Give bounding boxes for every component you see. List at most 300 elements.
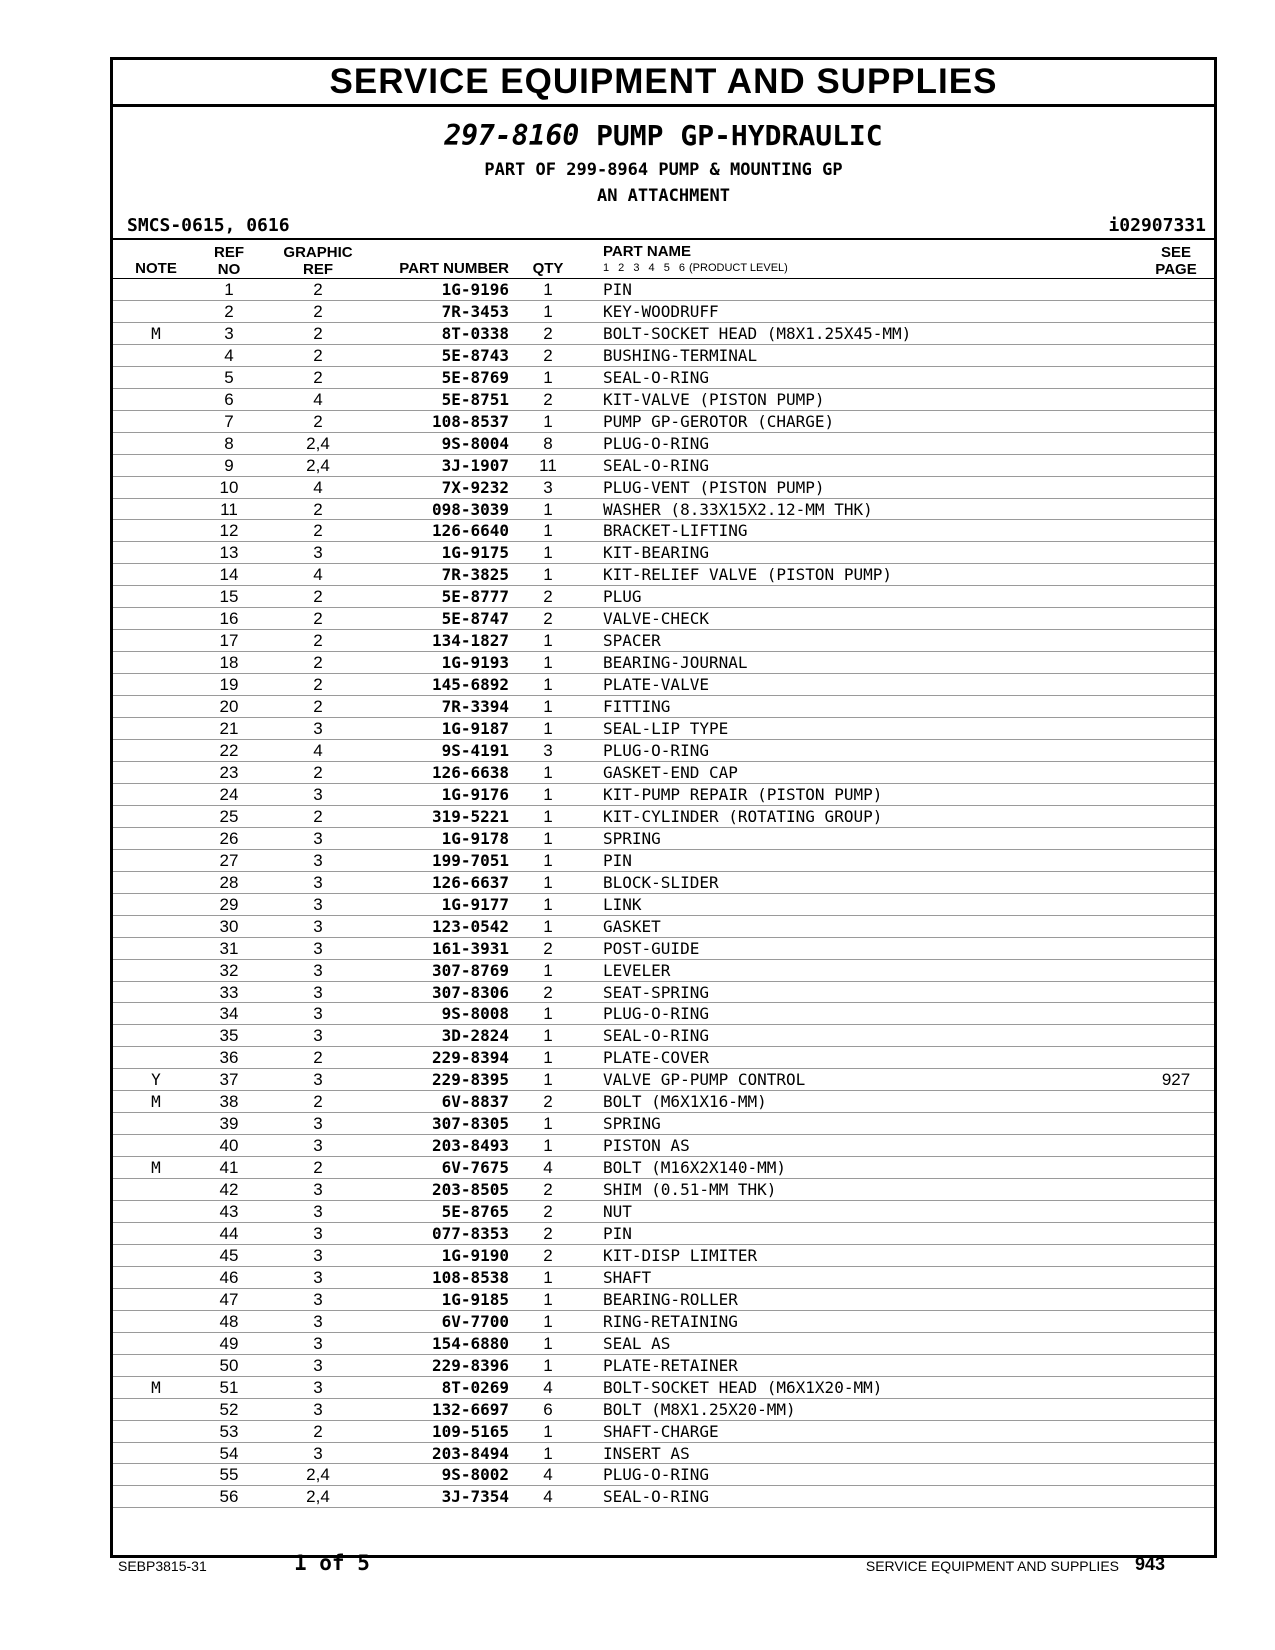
table-row [113, 477, 1214, 499]
row-graphic-ref: 3 [313, 1399, 323, 1419]
row-part-name: SEAT-SPRING [603, 982, 709, 1002]
row-qty: 1 [543, 499, 553, 519]
table-row [113, 1025, 1214, 1047]
row-part-name: KIT-RELIEF VALVE (PISTON PUMP) [603, 565, 892, 585]
row-ref-no: 29 [219, 894, 239, 914]
row-qty: 1 [543, 894, 553, 914]
row-ref-no: 42 [219, 1180, 239, 1200]
group-part-number: 297-8160 [444, 119, 580, 152]
row-graphic-ref: 3 [313, 1377, 323, 1397]
row-part-number: 7R-3453 [441, 301, 509, 321]
row-ref-no: 27 [219, 850, 239, 870]
row-qty: 4 [543, 1377, 553, 1397]
row-ref-no: 23 [219, 762, 239, 782]
row-graphic-ref: 3 [313, 1026, 323, 1046]
table-row [113, 872, 1214, 894]
row-part-number: 203-8493 [431, 1136, 509, 1156]
row-part-name: PLATE-COVER [603, 1048, 709, 1068]
table-row [113, 279, 1214, 301]
table-row [113, 696, 1214, 718]
row-note: M [151, 1158, 161, 1178]
row-qty: 1 [543, 1421, 553, 1441]
row-graphic-ref: 2 [313, 521, 323, 541]
row-part-number: 132-6697 [431, 1399, 509, 1419]
table-row [113, 345, 1214, 367]
row-part-number: 126-6640 [431, 521, 509, 541]
row-part-number: 8T-0269 [441, 1377, 509, 1397]
table-row [113, 1464, 1214, 1486]
row-qty: 1 [543, 301, 553, 321]
row-part-number: 5E-8747 [441, 609, 509, 629]
row-part-name: WASHER (8.33X15X2.12-MM THK) [603, 499, 873, 519]
group-name: PUMP GP-HYDRAULIC [596, 119, 883, 152]
row-part-name: VALVE GP-PUMP CONTROL [603, 1070, 806, 1090]
row-part-name: KIT-VALVE (PISTON PUMP) [603, 389, 825, 409]
row-graphic-ref: 2 [313, 631, 323, 651]
row-graphic-ref: 2 [313, 280, 323, 299]
row-qty: 1 [543, 1004, 553, 1024]
row-part-name: NUT [603, 1202, 632, 1222]
row-qty: 3 [543, 477, 553, 497]
row-qty: 2 [543, 609, 553, 629]
row-part-number: 307-8305 [431, 1114, 509, 1134]
row-part-number: 9S-8002 [441, 1465, 509, 1485]
row-part-number: 229-8394 [431, 1048, 509, 1068]
row-part-number: 203-8505 [431, 1180, 509, 1200]
row-graphic-ref: 3 [313, 1202, 323, 1222]
row-qty: 1 [543, 1114, 553, 1134]
row-part-number: 3J-1907 [441, 455, 509, 475]
row-part-name: SPACER [603, 631, 661, 651]
table-row [113, 762, 1214, 784]
row-ref-no: 46 [219, 1267, 239, 1287]
col-ref-no [204, 244, 254, 278]
illustration-id: i02907331 [1108, 215, 1206, 236]
product-level-numbers: 1 2 3 4 5 6 [603, 262, 685, 274]
row-part-name: SEAL-O-RING [603, 367, 709, 387]
row-graphic-ref: 2 [313, 499, 323, 519]
footer-section: SERVICE EQUIPMENT AND SUPPLIES [865, 1558, 1119, 1574]
row-graphic-ref: 2,4 [306, 433, 330, 453]
row-part-number: 199-7051 [431, 850, 509, 870]
row-ref-no: 28 [219, 872, 239, 892]
table-row [113, 674, 1214, 696]
row-part-name: SEAL AS [603, 1333, 671, 1353]
row-ref-no: 51 [219, 1377, 239, 1397]
table-row [113, 894, 1214, 916]
row-part-number: 307-8769 [431, 960, 509, 980]
row-qty: 1 [543, 631, 553, 651]
row-graphic-ref: 3 [313, 1180, 323, 1200]
row-part-name: LINK [603, 894, 642, 914]
row-qty: 2 [543, 345, 553, 365]
row-part-number: 319-5221 [431, 806, 509, 826]
row-note: Y [151, 1070, 161, 1090]
row-part-name: POST-GUIDE [603, 938, 700, 958]
row-part-number: 5E-8751 [441, 389, 509, 409]
table-row [113, 608, 1214, 630]
table-row [113, 499, 1214, 521]
product-level-label: (PRODUCT LEVEL) [689, 262, 788, 274]
row-part-number: 154-6880 [431, 1333, 509, 1353]
table-row [113, 1179, 1214, 1201]
row-ref-no: 15 [219, 587, 239, 607]
row-ref-no: 14 [219, 565, 239, 585]
row-part-name: KEY-WOODRUFF [603, 301, 719, 321]
row-qty: 1 [543, 960, 553, 980]
row-part-name: BRACKET-LIFTING [603, 521, 748, 541]
table-row [113, 718, 1214, 740]
parts-table-body [113, 279, 1214, 1508]
table-row [113, 806, 1214, 828]
row-graphic-ref: 3 [313, 1004, 323, 1024]
table-row [113, 630, 1214, 652]
row-part-name: PLATE-VALVE [603, 675, 709, 695]
row-qty: 1 [543, 1136, 553, 1156]
table-row [113, 520, 1214, 542]
row-ref-no: 43 [219, 1202, 239, 1222]
col-graphic-top: GRAPHIC [283, 244, 353, 261]
col-part-number: PART NUMBER [399, 260, 509, 277]
row-part-number: 1G-9193 [441, 653, 509, 673]
row-part-name: KIT-BEARING [603, 543, 709, 563]
row-ref-no: 41 [219, 1158, 239, 1178]
row-part-number: 6V-8837 [441, 1092, 509, 1112]
row-qty: 1 [543, 872, 553, 892]
row-graphic-ref: 4 [313, 389, 323, 409]
row-qty: 2 [543, 982, 553, 1002]
row-part-name: PIN [603, 1223, 632, 1243]
row-part-name: BEARING-JOURNAL [603, 653, 748, 673]
row-ref-no: 3 [224, 323, 234, 343]
row-part-name: BUSHING-TERMINAL [603, 345, 758, 365]
row-graphic-ref: 4 [313, 741, 323, 761]
row-part-number: 3J-7354 [441, 1487, 509, 1507]
row-qty: 1 [543, 675, 553, 695]
row-ref-no: 53 [219, 1421, 239, 1441]
row-part-number: 3D-2824 [441, 1026, 509, 1046]
row-part-name: SHIM (0.51-MM THK) [603, 1180, 777, 1200]
table-row [113, 982, 1214, 1004]
row-ref-no: 49 [219, 1333, 239, 1353]
row-part-number: 126-6638 [431, 762, 509, 782]
table-row [113, 564, 1214, 586]
row-part-number: 1G-9185 [441, 1289, 509, 1309]
row-qty: 1 [543, 828, 553, 848]
table-row [113, 433, 1214, 455]
col-ref-bottom: NO [217, 261, 241, 278]
col-see-bottom: PAGE [1155, 261, 1197, 278]
row-qty: 1 [543, 1070, 553, 1090]
row-part-number: 145-6892 [431, 675, 509, 695]
table-row [113, 301, 1214, 323]
table-row [113, 1047, 1214, 1069]
row-qty: 4 [543, 1487, 553, 1507]
row-note: M [151, 323, 161, 343]
row-graphic-ref: 2 [313, 1092, 323, 1112]
row-part-number: 126-6637 [431, 872, 509, 892]
table-row [113, 1289, 1214, 1311]
row-ref-no: 24 [219, 784, 239, 804]
row-graphic-ref: 3 [313, 894, 323, 914]
table-row [113, 1223, 1214, 1245]
row-ref-no: 45 [219, 1245, 239, 1265]
row-ref-no: 32 [219, 960, 239, 980]
row-part-number: 1G-9178 [441, 828, 509, 848]
row-qty: 1 [543, 784, 553, 804]
row-ref-no: 47 [219, 1289, 239, 1309]
row-graphic-ref: 2,4 [306, 455, 330, 475]
row-part-number: 6V-7700 [441, 1311, 509, 1331]
row-graphic-ref: 3 [313, 1355, 323, 1375]
row-see-page: 927 [1161, 1070, 1191, 1090]
row-graphic-ref: 2,4 [306, 1465, 330, 1485]
row-qty: 3 [543, 741, 553, 761]
row-ref-no: 39 [219, 1114, 239, 1134]
row-part-number: 109-5165 [431, 1421, 509, 1441]
row-part-number: 7R-3394 [441, 697, 509, 717]
row-qty: 8 [543, 433, 553, 453]
row-graphic-ref: 3 [313, 1245, 323, 1265]
row-qty: 2 [543, 1180, 553, 1200]
row-graphic-ref: 2,4 [306, 1487, 330, 1507]
row-qty: 1 [543, 762, 553, 782]
row-part-number: 077-8353 [431, 1223, 509, 1243]
table-row [113, 1421, 1214, 1443]
table-row [113, 586, 1214, 608]
col-ref-top: REF [214, 244, 244, 261]
row-graphic-ref: 3 [313, 1333, 323, 1353]
col-note: NOTE [135, 260, 177, 277]
row-qty: 4 [543, 1158, 553, 1178]
row-part-name: SEAL-O-RING [603, 1026, 709, 1046]
row-part-number: 7X-9232 [441, 477, 509, 497]
row-qty: 1 [543, 1311, 553, 1331]
row-part-name: LEVELER [603, 960, 671, 980]
row-graphic-ref: 2 [313, 762, 323, 782]
row-graphic-ref: 2 [313, 587, 323, 607]
row-qty: 2 [543, 938, 553, 958]
row-graphic-ref: 3 [313, 719, 323, 739]
row-qty: 1 [543, 1289, 553, 1309]
row-ref-no: 44 [219, 1223, 239, 1243]
table-row [113, 652, 1214, 674]
row-graphic-ref: 2 [313, 1421, 323, 1441]
row-part-number: 1G-9175 [441, 543, 509, 563]
row-ref-no: 52 [219, 1399, 239, 1419]
row-graphic-ref: 3 [313, 828, 323, 848]
row-graphic-ref: 2 [313, 1158, 323, 1178]
table-row [113, 1245, 1214, 1267]
row-qty: 2 [543, 1092, 553, 1112]
row-part-number: 7R-3825 [441, 565, 509, 585]
row-part-name: SEAL-O-RING [603, 455, 709, 475]
row-ref-no: 48 [219, 1311, 239, 1331]
row-part-number: 5E-8769 [441, 367, 509, 387]
row-ref-no: 2 [224, 301, 234, 321]
row-graphic-ref: 2 [313, 345, 323, 365]
attachment-line: AN ATTACHMENT [596, 186, 731, 206]
row-graphic-ref: 2 [313, 675, 323, 695]
row-ref-no: 13 [219, 543, 239, 563]
table-row [113, 1486, 1214, 1508]
row-qty: 1 [543, 1333, 553, 1353]
row-part-name: PLUG-O-RING [603, 1465, 709, 1485]
col-graphic-bottom: REF [303, 261, 333, 278]
row-qty: 1 [543, 916, 553, 936]
row-qty: 1 [543, 280, 553, 299]
row-ref-no: 54 [219, 1443, 239, 1463]
row-qty: 2 [543, 587, 553, 607]
table-row [113, 960, 1214, 982]
part-of-line: PART OF 299-8964 PUMP & MOUNTING GP [484, 160, 843, 180]
footer-doc-id: SEBP3815-31 [118, 1558, 207, 1574]
footer-page-of: 1 of 5 [294, 1551, 370, 1575]
row-part-name: PUMP GP-GEROTOR (CHARGE) [603, 411, 835, 431]
group-title [113, 119, 1214, 152]
row-qty: 1 [543, 1443, 553, 1463]
row-part-name: SHAFT-CHARGE [603, 1421, 719, 1441]
row-qty: 1 [543, 1267, 553, 1287]
row-ref-no: 40 [219, 1136, 239, 1156]
col-product-levels [603, 262, 788, 274]
table-row [113, 542, 1214, 564]
row-graphic-ref: 4 [313, 565, 323, 585]
table-row [113, 1201, 1214, 1223]
row-part-name: SEAL-LIP TYPE [603, 719, 729, 739]
table-row [113, 740, 1214, 762]
row-part-name: PISTON AS [603, 1136, 690, 1156]
row-qty: 1 [543, 521, 553, 541]
row-ref-no: 10 [219, 477, 239, 497]
row-graphic-ref: 3 [313, 1070, 323, 1090]
row-qty: 2 [543, 389, 553, 409]
row-graphic-ref: 3 [313, 1267, 323, 1287]
row-part-number: 108-8537 [431, 411, 509, 431]
row-graphic-ref: 3 [313, 1289, 323, 1309]
row-qty: 6 [543, 1399, 553, 1419]
row-graphic-ref: 3 [313, 872, 323, 892]
row-qty: 2 [543, 1223, 553, 1243]
row-graphic-ref: 3 [313, 543, 323, 563]
table-row [113, 1377, 1214, 1399]
row-ref-no: 34 [219, 1004, 239, 1024]
row-qty: 1 [543, 697, 553, 717]
row-part-number: 161-3931 [431, 938, 509, 958]
row-ref-no: 20 [219, 697, 239, 717]
table-row [113, 1069, 1214, 1091]
row-ref-no: 11 [220, 499, 238, 519]
row-part-number: 1G-9176 [441, 784, 509, 804]
row-ref-no: 36 [219, 1048, 239, 1068]
row-ref-no: 17 [219, 631, 239, 651]
row-part-number: 134-1827 [431, 631, 509, 651]
row-part-number: 5E-8777 [441, 587, 509, 607]
row-graphic-ref: 3 [313, 1443, 323, 1463]
row-qty: 1 [543, 411, 553, 431]
row-graphic-ref: 2 [313, 697, 323, 717]
table-row [113, 1113, 1214, 1135]
table-row [113, 1443, 1214, 1465]
row-part-number: 9S-4191 [441, 741, 509, 761]
row-ref-no: 30 [219, 916, 239, 936]
table-row [113, 938, 1214, 960]
row-part-name: SPRING [603, 828, 661, 848]
row-ref-no: 12 [219, 521, 239, 541]
row-graphic-ref: 2 [313, 411, 323, 431]
row-part-name: BOLT-SOCKET HEAD (M8X1.25X45-MM) [603, 323, 912, 343]
row-part-name: PLUG-O-RING [603, 433, 709, 453]
row-ref-no: 35 [219, 1026, 239, 1046]
row-graphic-ref: 3 [313, 850, 323, 870]
col-graphic-ref [278, 244, 358, 278]
row-graphic-ref: 3 [313, 1311, 323, 1331]
row-part-number: 1G-9177 [441, 894, 509, 914]
footer-page-number: 943 [1134, 1554, 1165, 1574]
row-qty: 1 [543, 806, 553, 826]
row-graphic-ref: 2 [313, 367, 323, 387]
row-ref-no: 21 [219, 719, 239, 739]
row-part-number: 1G-9190 [441, 1245, 509, 1265]
table-row [113, 1157, 1214, 1179]
row-graphic-ref: 2 [313, 301, 323, 321]
row-part-number: 6V-7675 [441, 1158, 509, 1178]
row-part-name: KIT-DISP LIMITER [603, 1245, 758, 1265]
row-part-name: SHAFT [603, 1267, 652, 1287]
row-note: M [151, 1377, 161, 1397]
table-row [113, 455, 1214, 477]
row-ref-no: 56 [219, 1487, 239, 1507]
row-part-name: GASKET-END CAP [603, 762, 738, 782]
row-part-number: 5E-8743 [441, 345, 509, 365]
col-part-name: PART NAME [603, 243, 692, 260]
row-graphic-ref: 2 [313, 653, 323, 673]
col-qty: QTY [532, 260, 564, 277]
row-part-number: 5E-8765 [441, 1202, 509, 1222]
row-graphic-ref: 2 [313, 806, 323, 826]
table-row [113, 1333, 1214, 1355]
table-row [113, 367, 1214, 389]
row-part-number: 098-3039 [431, 499, 509, 519]
row-part-number: 8T-0338 [441, 323, 509, 343]
table-row [113, 1091, 1214, 1113]
row-ref-no: 6 [224, 389, 234, 409]
table-row [113, 916, 1214, 938]
table-row [113, 784, 1214, 806]
row-part-name: BOLT-SOCKET HEAD (M6X1X20-MM) [603, 1377, 883, 1397]
row-part-name: PIN [603, 850, 632, 870]
row-qty: 4 [543, 1465, 553, 1485]
row-ref-no: 55 [219, 1465, 239, 1485]
row-part-name: PIN [603, 280, 632, 299]
row-ref-no: 9 [224, 455, 234, 475]
row-ref-no: 18 [219, 653, 239, 673]
row-ref-no: 19 [219, 675, 239, 695]
table-row [113, 1267, 1214, 1289]
table-row [113, 1399, 1214, 1421]
row-ref-no: 38 [219, 1092, 239, 1112]
row-ref-no: 8 [224, 433, 234, 453]
row-ref-no: 33 [219, 982, 239, 1002]
row-graphic-ref: 3 [313, 938, 323, 958]
row-graphic-ref: 3 [313, 1114, 323, 1134]
row-qty: 1 [543, 850, 553, 870]
row-qty: 1 [543, 653, 553, 673]
row-ref-no: 16 [219, 609, 239, 629]
row-qty: 2 [543, 1202, 553, 1222]
row-part-name: PLUG-O-RING [603, 1004, 709, 1024]
row-ref-no: 31 [219, 938, 239, 958]
